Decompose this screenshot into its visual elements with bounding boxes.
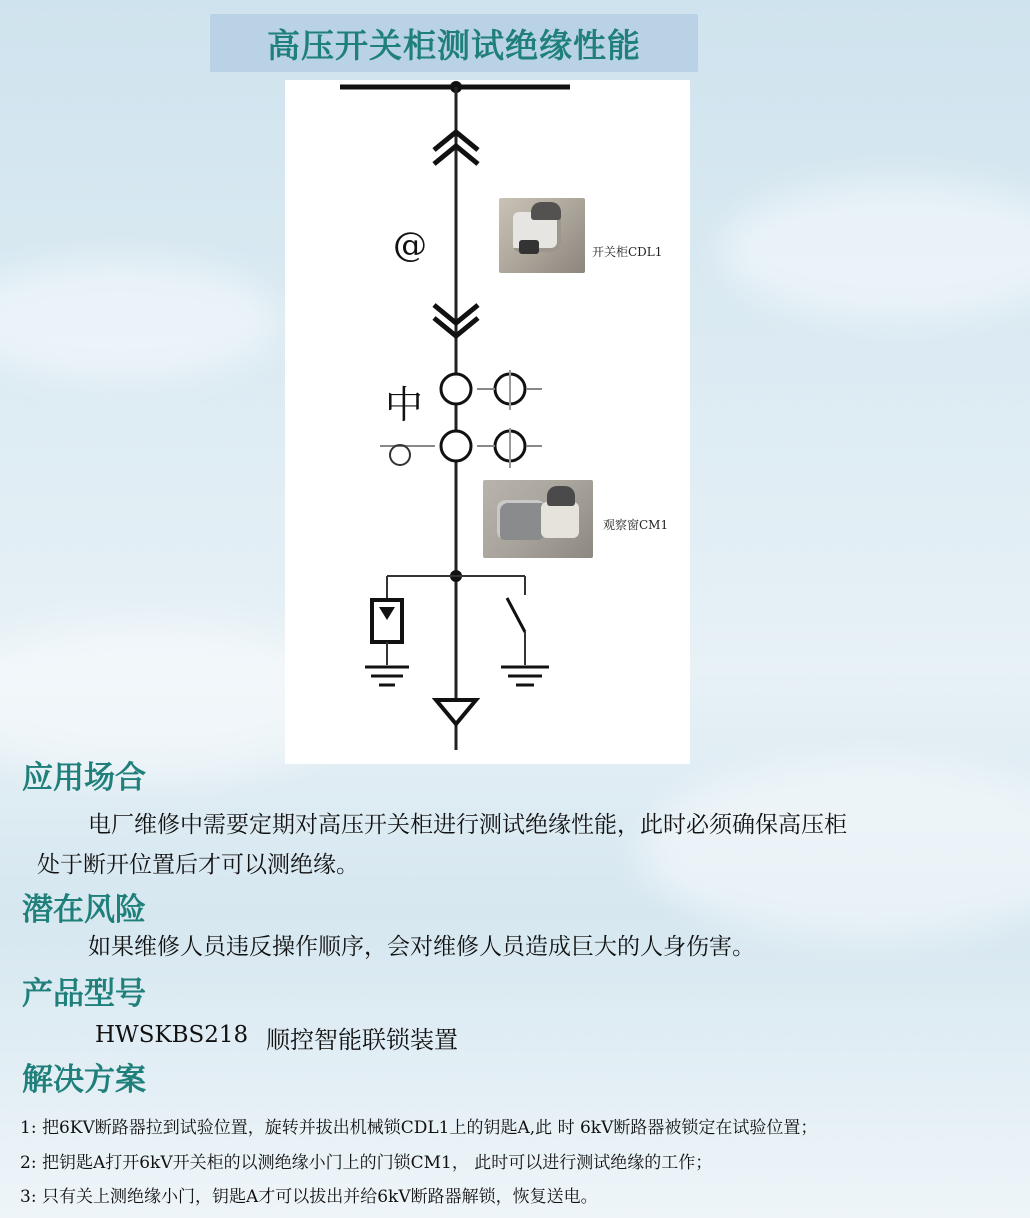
diagram-svg: [285, 80, 690, 764]
single-line-diagram: [285, 80, 690, 764]
at-symbol: @: [393, 225, 427, 265]
cm1-label: 观察窗CM1: [603, 518, 669, 532]
title-banner: [210, 14, 698, 72]
solution-step-3: 3: 只有关上测绝缘小门，钥匙A才可以拔出并给6kV断路器解锁，恢复送电。: [20, 1187, 598, 1207]
application-text-line1: 电厂维修中需要定期对高压开关柜进行测试绝缘性能，此时必须确保高压柜: [88, 812, 847, 838]
page-title: 高压开关柜测试绝缘性能: [267, 25, 641, 65]
solution-step-1: 1: 把6KV断路器拉到试验位置，旋转并拔出机械锁CDL1上的钥匙A,此 时 6kV断路器被锁定在试验位置；: [20, 1118, 818, 1138]
surge-arrester: [372, 600, 402, 642]
background-cloud: [0, 260, 280, 380]
model-code: HWSKBS218: [95, 1022, 249, 1048]
cdl1-lock-photo: [499, 198, 585, 273]
zhong-symbol: 中: [385, 383, 424, 427]
solution-heading: 解决方案: [22, 1062, 146, 1098]
model-heading: 产品型号: [22, 976, 146, 1012]
cable-termination: [436, 700, 476, 724]
risk-text: 如果维修人员违反操作顺序，会对维修人员造成巨大的人身伤害。: [88, 934, 755, 960]
ct-circle: [441, 431, 471, 461]
application-heading: 应用场合: [22, 760, 146, 796]
cdl1-label: 开关柜CDL1: [592, 245, 663, 259]
application-text-line2: 处于断开位置后才可以测绝缘。: [37, 852, 359, 878]
background-cloud: [640, 760, 1030, 940]
background-cloud: [720, 180, 1030, 320]
risk-heading: 潜在风险: [22, 892, 146, 928]
ct-circle: [441, 374, 471, 404]
solution-step-2: 2: 把钥匙A打开6kV开关柜的以测绝缘小门上的门锁CM1， 此时可以进行测试绝缘的工作；: [20, 1153, 713, 1173]
earthing-switch: [507, 598, 525, 632]
cm1-lock-photo: [483, 480, 593, 558]
model-name: 顺控智能联锁装置: [266, 1026, 458, 1054]
ct-small-circle: [390, 445, 410, 465]
